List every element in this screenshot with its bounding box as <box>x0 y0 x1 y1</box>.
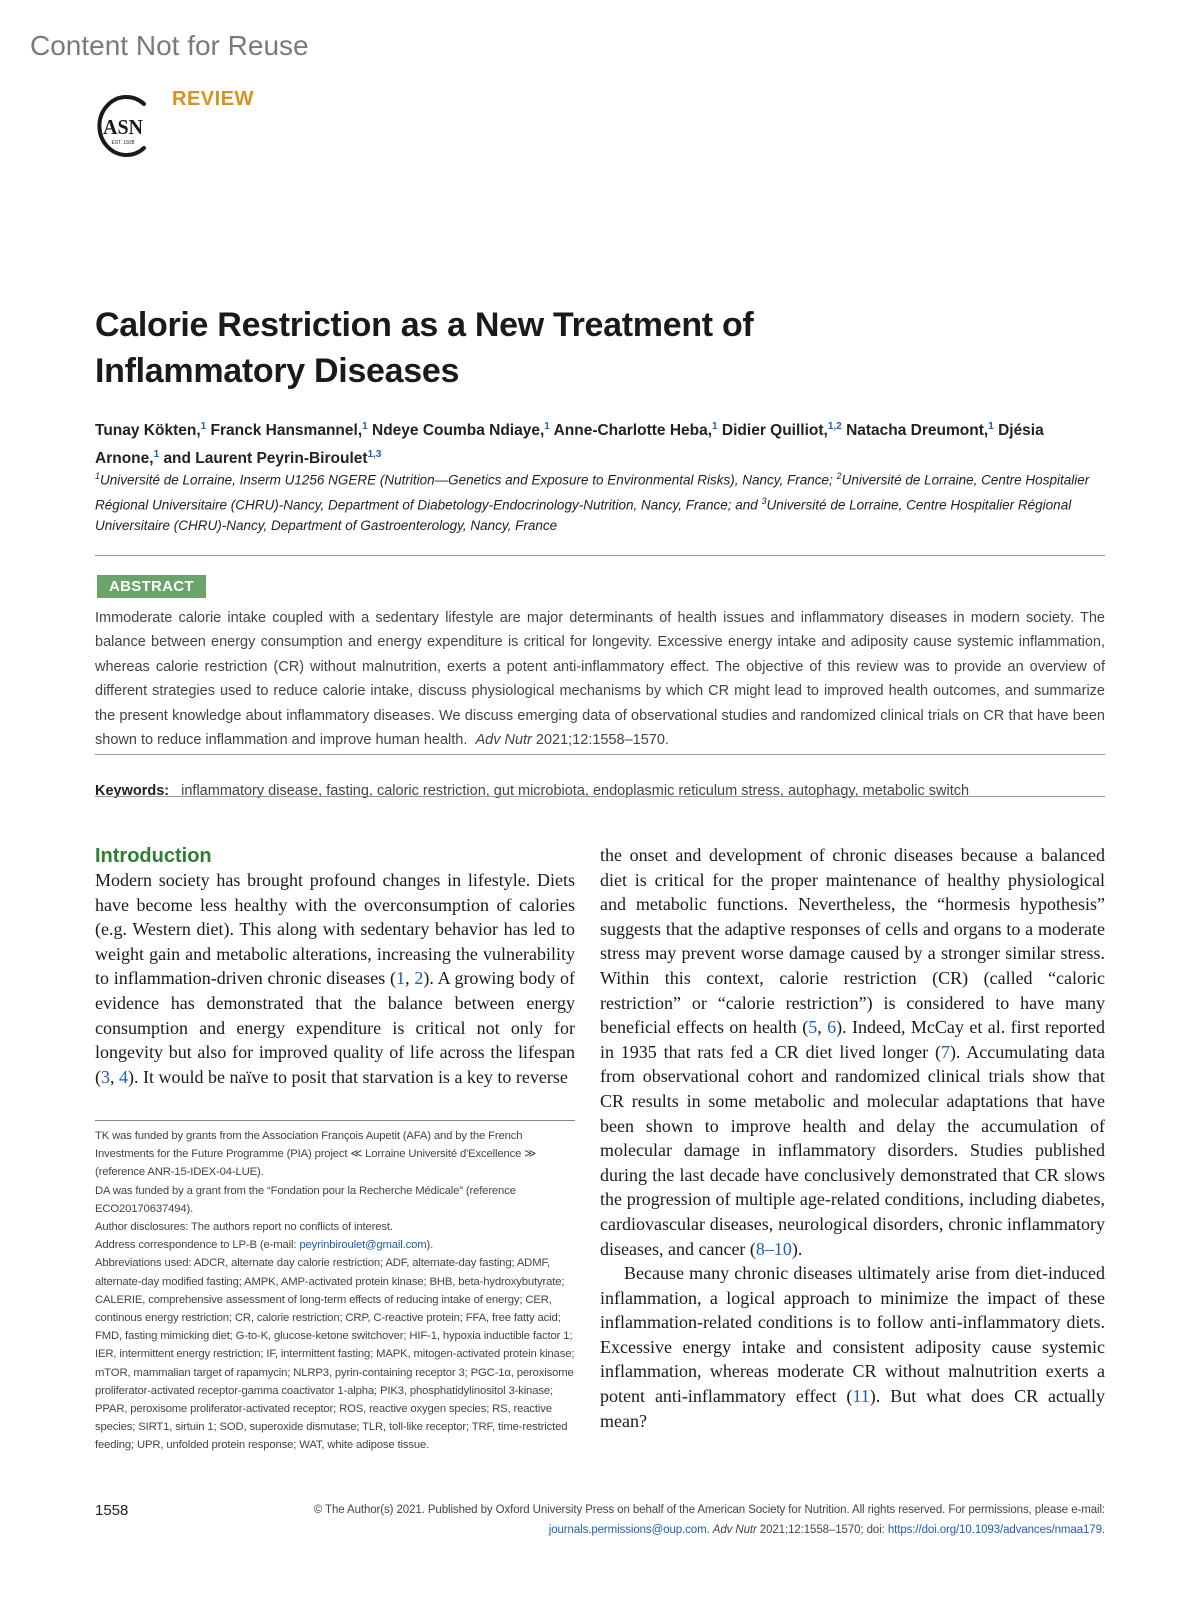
author-affiliation-marker: 1 <box>200 421 207 432</box>
footer-citation: 2021;12:1558–1570; doi: <box>756 1524 888 1536</box>
copyright-separator: . <box>706 1524 713 1536</box>
author-name: Djésia Arnone, <box>95 422 1044 468</box>
copyright-line: © The Author(s) 2021. Published by Oxford University Press on behalf of the American Society for Nutrition. All rights reserved. For permissions, please e-mail: <box>313 1504 1105 1516</box>
author-name: Natacha Dreumont, <box>846 422 989 440</box>
author-name: Didier Quilliot, <box>721 422 828 440</box>
introduction-left-column <box>95 868 575 1089</box>
correspondence-note <box>95 1236 575 1254</box>
correspondence-suffix: ). <box>426 1239 434 1252</box>
citation-link[interactable]: 2 <box>414 968 424 989</box>
doi-link[interactable]: https://doi.org/10.1093/advances/nmaa179 <box>887 1524 1102 1536</box>
copyright-footer <box>260 1500 1105 1540</box>
correspondence-prefix: Address correspondence to LP-B (e-mail: <box>95 1239 300 1252</box>
citation-link[interactable]: 7 <box>940 1041 950 1062</box>
affiliation-text: Université de Lorraine, Inserm U1256 NGERE (Nutrition—Genetics and Exposure to Environmental Risks), Nancy, France; <box>100 472 837 488</box>
footnote-rule <box>95 1120 575 1121</box>
author-affiliation-marker: 1 <box>712 421 718 432</box>
author-affiliation-marker: 1,3 <box>367 449 382 461</box>
intro-paragraph-1: Modern society has brought profound changes in lifestyle. Diets have become less healthy with the overconsumption of calories (e.g. Western diet). This along with sedentary behavior has led to weight gain and metabolic alterations, increasing the vulnerability to inflammation-driven chronic diseases (1, 2). A growing body of evidence has demonstrated that the balance between energy consumption and energy expenditure is critical not only for longevity but also for improved quality of life across the lifespan (3, 4). It would be naïve to posit that starvation is a key to reverse <box>95 870 576 1087</box>
citation-link[interactable]: 11 <box>852 1386 870 1407</box>
citation-link[interactable]: 4 <box>119 1066 128 1087</box>
keywords-bottom-rule <box>95 796 1105 797</box>
page-number: 1558 <box>95 1502 129 1519</box>
funding-note-tk: TK was funded by grants from the Association François Aupetit (AFA) and by the French Investments for the Future Programme (PIA) project ≪ Lorraine Université d'Excellence ≫ (reference ANR-15-IDEX-04-LUE). <box>95 1130 536 1179</box>
footnotes <box>95 1127 575 1455</box>
author-affiliation-marker: 1 <box>544 421 550 432</box>
asn-logo <box>92 90 154 162</box>
permissions-email-link[interactable]: journals.permissions@oup.com <box>548 1524 707 1536</box>
citation-link[interactable]: 5 <box>808 1017 818 1038</box>
keywords-label: Keywords: <box>95 783 170 799</box>
author-list <box>95 415 1105 471</box>
introduction-heading: Introduction <box>95 845 212 867</box>
correspondence-email-link[interactable]: peyrinbiroulet@gmail.com <box>299 1239 427 1252</box>
affiliation-marker: 3 <box>761 495 767 506</box>
citation-link[interactable]: 6 <box>827 1017 837 1038</box>
author-affiliation-marker: 1,2 <box>827 421 842 432</box>
citation-link[interactable]: 8–10 <box>755 1238 792 1259</box>
author-name: Anne-Charlotte Heba, <box>553 422 713 440</box>
asn-logo-est: EST. 1928 <box>111 140 135 146</box>
keywords-top-rule <box>95 754 1105 755</box>
intro-paragraph-2: Because many chronic diseases ultimately arise from diet-induced inflammation, a logical approach to minimize the impact of these inflammation-related conditions is to follow anti-inflammatory diets. Excessive energy intake and consistent adiposity cause systemic inflammation, whereas moderate CR without malnutrition exerts a potent anti-inflammatory effect (11). But what does CR actually mean? <box>600 1263 1106 1431</box>
disclosures-note: Author disclosures: The authors report no conflicts of interest. <box>95 1221 393 1234</box>
title-line-1: Calorie Restriction as a New Treatment of <box>95 306 754 344</box>
article-title <box>95 302 1095 394</box>
section-label: REVIEW <box>172 88 254 110</box>
asn-logo-text: ASN <box>103 115 143 139</box>
affiliation-text: Université de Lorraine, Centre Hospitalier Régional Universitaire (CHRU)-Nancy, Department of Gastroenterology, Nancy, France <box>95 497 1072 533</box>
intro-paragraph-1-continued: the onset and development of chronic diseases because a balanced diet is critical for the proper maintenance of healthy physiological and metabolic functions. Nevertheless, the “hormesis hypothesis” suggests that the adaptive responses of cells and organs to a moderate stress may prevent worse damage caused by a stronger similar stress. Within this context, calorie restriction (CR) (called “caloric restriction” or “calorie restriction”) is considered to have many beneficial effects on health (5, 6). Indeed, McCay et al. first reported in 1935 that rats fed a CR diet lived longer (7). Accumulating data from observational cohort and randomized clinical trials show that CR results in some metabolic and molecular adaptations that have been shown to improve health and delay the accumulation of molecular damage in inflammatory disorders. Studies published during the last decade have conclusively demonstrated that CR slows the progression of multiple age-related conditions, including diabetes, cardiovascular diseases, neurological disorders, chronic inflammatory diseases, and cancer (8–10). <box>600 845 1106 1259</box>
author-affiliation-marker: 1 <box>153 449 160 461</box>
author-name: Ndeye Coumba Ndiaye, <box>372 422 545 440</box>
affiliation-text: Université de Lorraine, Centre Hospitalier Régional Universitaire (CHRU)-Nancy, Department of Diabetology-Endocrinology-Nutrition, Nancy, France; and <box>95 472 1090 512</box>
funding-note-da: DA was funded by a grant from the “Fondation pour la Recherche Médicale” (reference ECO20170637494). <box>95 1184 516 1215</box>
affiliation-marker: 1 <box>95 471 101 481</box>
author-name: Tunay Kökten, <box>95 422 201 440</box>
citation-link[interactable]: 3 <box>101 1066 110 1087</box>
abstract-body <box>95 606 1105 752</box>
author-affiliation-marker: 1 <box>988 421 994 432</box>
citation-link[interactable]: 1 <box>396 968 406 989</box>
introduction-right-column <box>600 843 1105 1433</box>
abstract-label: ABSTRACT <box>97 575 206 598</box>
abstract-top-rule <box>95 555 1105 556</box>
abstract-text: Immoderate calorie intake coupled with a sedentary lifestyle are major determinants of health issues and inflammatory diseases in modern society. The balance between energy consumption and energy expenditure is critical for longevity. Excessive energy intake and adiposity cause systemic inflammation, whereas calorie restriction (CR) without malnutrition, exerts a potent anti-inflammatory effect. The objective of this review was to provide an overview of different strategies used to reduce calorie intake, discuss physiological mechanisms by which CR might lead to improved health outcomes, and summarize the present knowledge about inflammatory diseases. We discuss emerging data of observational studies and randomized clinical trials on CR that have been shown to reduce inflammation and improve human health. <box>95 610 1105 749</box>
abstract-citation-journal: Adv Nutr <box>475 732 532 749</box>
author-affiliation-marker: 1 <box>362 421 368 432</box>
abbreviations-note: Abbreviations used: ADCR, alternate day calorie restriction; ADF, alternate-day fasting; ADMF, alternate-day modified fasting; AMPK, AMP-activated protein kinase; BHB, beta-hydroxybutyrate; CALERIE, comprehensive assessment of long-term effects of reducing intake of energy; CER, continous energy restriction; CR, calorie restriction; CRP, C-reactive protein; FFA, free fatty acid; FMD, fasting mimicking diet; G-to-K, glucose-ketone switchover; HIF-1, hypoxia inductible factor 1; IER, intermittent energy restriction; IF, intermittent fasting; MAPK, mitogen-activated protein kinase; mTOR, mammalian target of rapamycin; NLRP3, pyrin-containing receptor 3; PGC-1α, peroxisome proliferator-activated receptor-gamma coactivator 1-alpha; PIK3, phosphatidylinositol 3-kinase; PPAR, peroxisome proliferator-activated receptor; ROS, reactive oxygen species; RS, reactive species; SIRT1, sirtuin 1; SOD, superoxide dismutase; TLR, toll-like receptor; TRF, time-restricted feeding; UPR, unfolded protein response; WAT, white adipose tissue. <box>95 1257 575 1452</box>
author-name: Franck Hansmannel, <box>210 422 363 440</box>
footer-journal: Adv Nutr <box>712 1524 757 1536</box>
abstract-citation-rest: 2021;12:1558–1570. <box>531 732 669 749</box>
affiliations <box>95 466 1105 536</box>
title-line-2: Inflammatory Diseases <box>95 352 460 390</box>
affiliation-marker: 2 <box>836 471 842 481</box>
doi-suffix: . <box>1101 1524 1105 1536</box>
author-name: and Laurent Peyrin-Biroulet <box>163 450 368 468</box>
watermark-text: Content Not for Reuse <box>30 30 309 61</box>
keywords-text: inflammatory disease, fasting, caloric restriction, gut microbiota, endoplasmic reticulum stress, autophagy, metabolic switch <box>181 783 970 799</box>
